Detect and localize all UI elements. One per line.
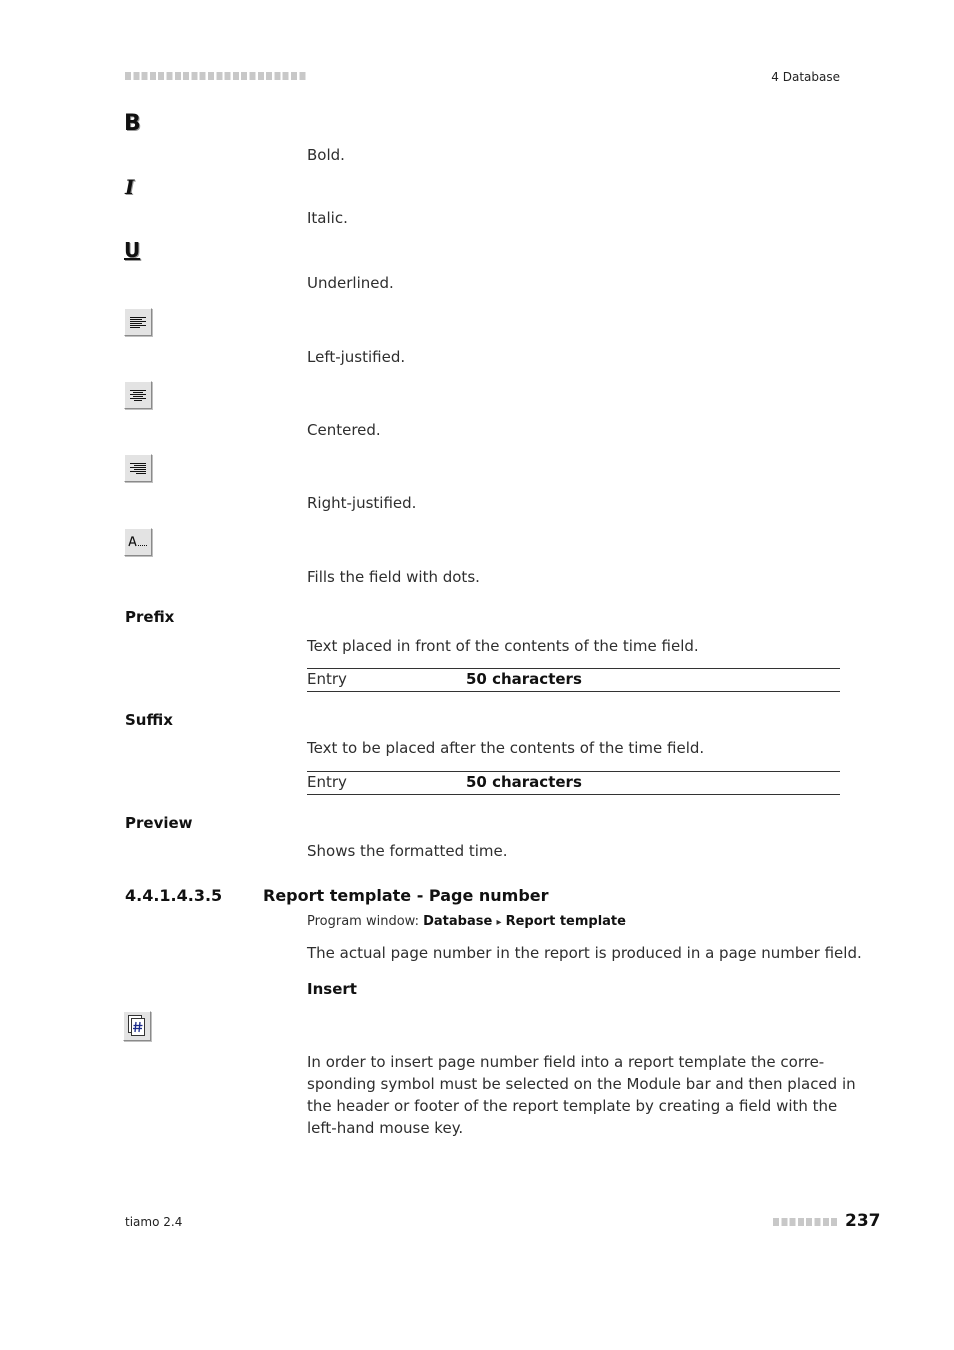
breadcrumb-report-template: Report template (505, 914, 626, 929)
preview-label: Preview (125, 814, 193, 832)
underline-icon: U (124, 238, 141, 262)
suffix-label: Suffix (125, 711, 173, 729)
suffix-entry-value: 50 characters (466, 773, 582, 791)
footer-decoration (773, 1218, 839, 1226)
prefix-entry-value: 50 characters (466, 670, 582, 688)
align-left-icon (124, 308, 152, 336)
prefix-label: Prefix (125, 608, 175, 626)
fill-dots-description: Fills the field with dots. (307, 568, 480, 586)
suffix-description: Text to be placed after the contents of the time field. (307, 739, 705, 757)
header-decoration (125, 72, 307, 80)
insert-label: Insert (307, 980, 357, 998)
breadcrumb (307, 914, 626, 929)
prefix-entry-table (307, 668, 840, 692)
align-left-description: Left-justified. (307, 348, 406, 366)
align-center-icon (124, 381, 152, 409)
align-right-icon (124, 454, 152, 482)
page-number: 237 (845, 1211, 881, 1231)
italic-icon: I (125, 175, 135, 199)
page-number-field-icon (123, 1011, 151, 1041)
preview-description: Shows the formatted time. (307, 842, 508, 860)
bold-description: Bold. (307, 146, 345, 164)
align-right-description: Right-justified. (307, 494, 417, 512)
footer-product: tiamo 2.4 (125, 1215, 183, 1229)
fill-dots-icon (124, 528, 152, 556)
insert-line-3: the header or footer of the report template by creating a field with the (307, 1097, 838, 1115)
section-intro: The actual page number in the report is produced in a page number field. (307, 944, 862, 962)
chapter-title: 4 Database (771, 70, 840, 84)
prefix-entry-key: Entry (307, 670, 347, 688)
align-center-description: Centered. (307, 421, 381, 439)
breadcrumb-prefix: Program window: (307, 914, 424, 929)
insert-line-2: sponding symbol must be selected on the Module bar and then placed in (307, 1075, 856, 1093)
suffix-entry-table (307, 771, 840, 795)
section-title: Report template - Page number (263, 886, 549, 905)
italic-description: Italic. (307, 209, 348, 227)
section-number: 4.4.1.4.3.5 (125, 886, 223, 905)
insert-line-1: In order to insert page number field into a report template the corre- (307, 1053, 825, 1071)
underline-description: Underlined. (307, 274, 394, 292)
suffix-entry-key: Entry (307, 773, 347, 791)
prefix-description: Text placed in front of the contents of the time field. (307, 637, 699, 655)
breadcrumb-database: Database (423, 914, 493, 929)
insert-line-4: left-hand mouse key. (307, 1119, 464, 1137)
breadcrumb-separator-icon: ▸ (496, 917, 502, 928)
bold-icon: B (124, 111, 141, 136)
